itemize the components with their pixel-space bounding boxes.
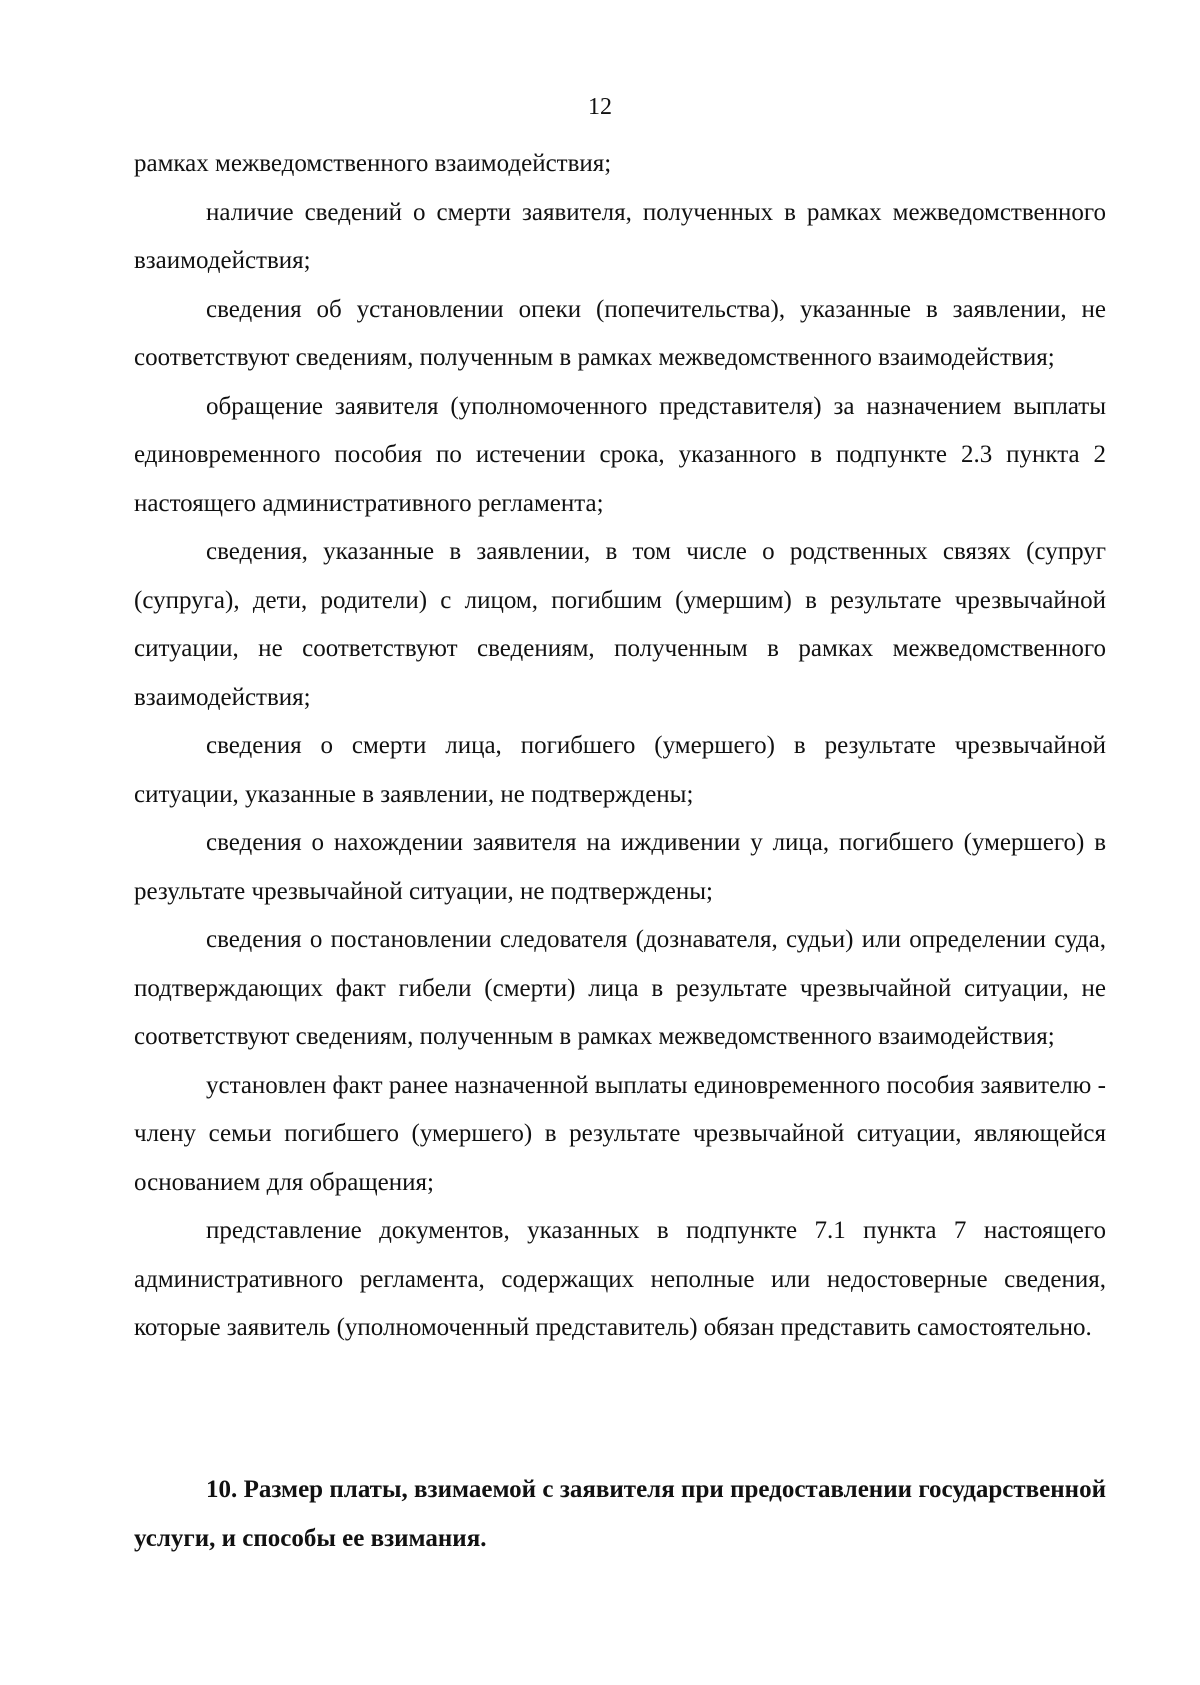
paragraph-death-not-confirmed: сведения о смерти лица, погибшего (умершего) в результате чрезвычайной ситуации, указанные в заявлении, не подтверждены; — [134, 732, 1106, 808]
paragraph-continuation: рамках межведомственного взаимодействия; — [134, 150, 612, 177]
paragraph-guardianship: сведения об установлении опеки (попечительства), указанные в заявлении, не соответствуют сведениям, полученным в рамках межведомственного взаимодействия; — [134, 295, 1106, 371]
page-number: 12 — [588, 94, 612, 120]
paragraph-prior-payment: установлен факт ранее назначенной выплаты единовременного пособия заявителю - члену семьи погибшего (умершего) в результате чрезвычайной ситуации, являющейся основанием для обращения; — [134, 1071, 1106, 1196]
paragraph-family-relations: сведения, указанные в заявлении, в том числе о родственных связях (супруг (супруга), дети, родители) с лицом, погибшим (умершим) в результате чрезвычайной ситуации, не соответствуют сведениям, полученным в рамках межведомственного взаимодействия; — [134, 538, 1106, 711]
paragraph-dependency-not-confirmed: сведения о нахождении заявителя на иждивении у лица, погибшего (умершего) в результате чрезвычайной ситуации, не подтверждены; — [134, 829, 1106, 905]
paragraph-applicant-death: наличие сведений о смерти заявителя, полученных в рамках межведомственного взаимодействия; — [134, 198, 1106, 274]
paragraph-investigator-resolution: сведения о постановлении следователя (дознавателя, судьи) или определении суда, подтверждающих факт гибели (смерти) лица в результате чрезвычайной ситуации, не соответствуют сведениям, полученным в рамках межведомственного взаимодействия; — [134, 926, 1106, 1050]
paragraph-incomplete-documents: представление документов, указанных в подпункте 7.1 пункта 7 настоящего административного регламента, содержащих неполные или недостоверные сведения, которые заявитель (уполномоченный представитель) обязан представить самостоятельно. — [134, 1217, 1106, 1341]
paragraph-deadline-expired: обращение заявителя (уполномоченного представителя) за назначением выплаты единовременного пособия по истечении срока, указанного в подпункте 2.3 пункта 2 настоящего административного регламента; — [134, 392, 1106, 517]
section-heading: 10. Размер платы, взимаемой с заявителя при предоставлении государственной услуги, и способы ее взимания. — [134, 1476, 1106, 1552]
body-text — [134, 140, 1106, 1353]
